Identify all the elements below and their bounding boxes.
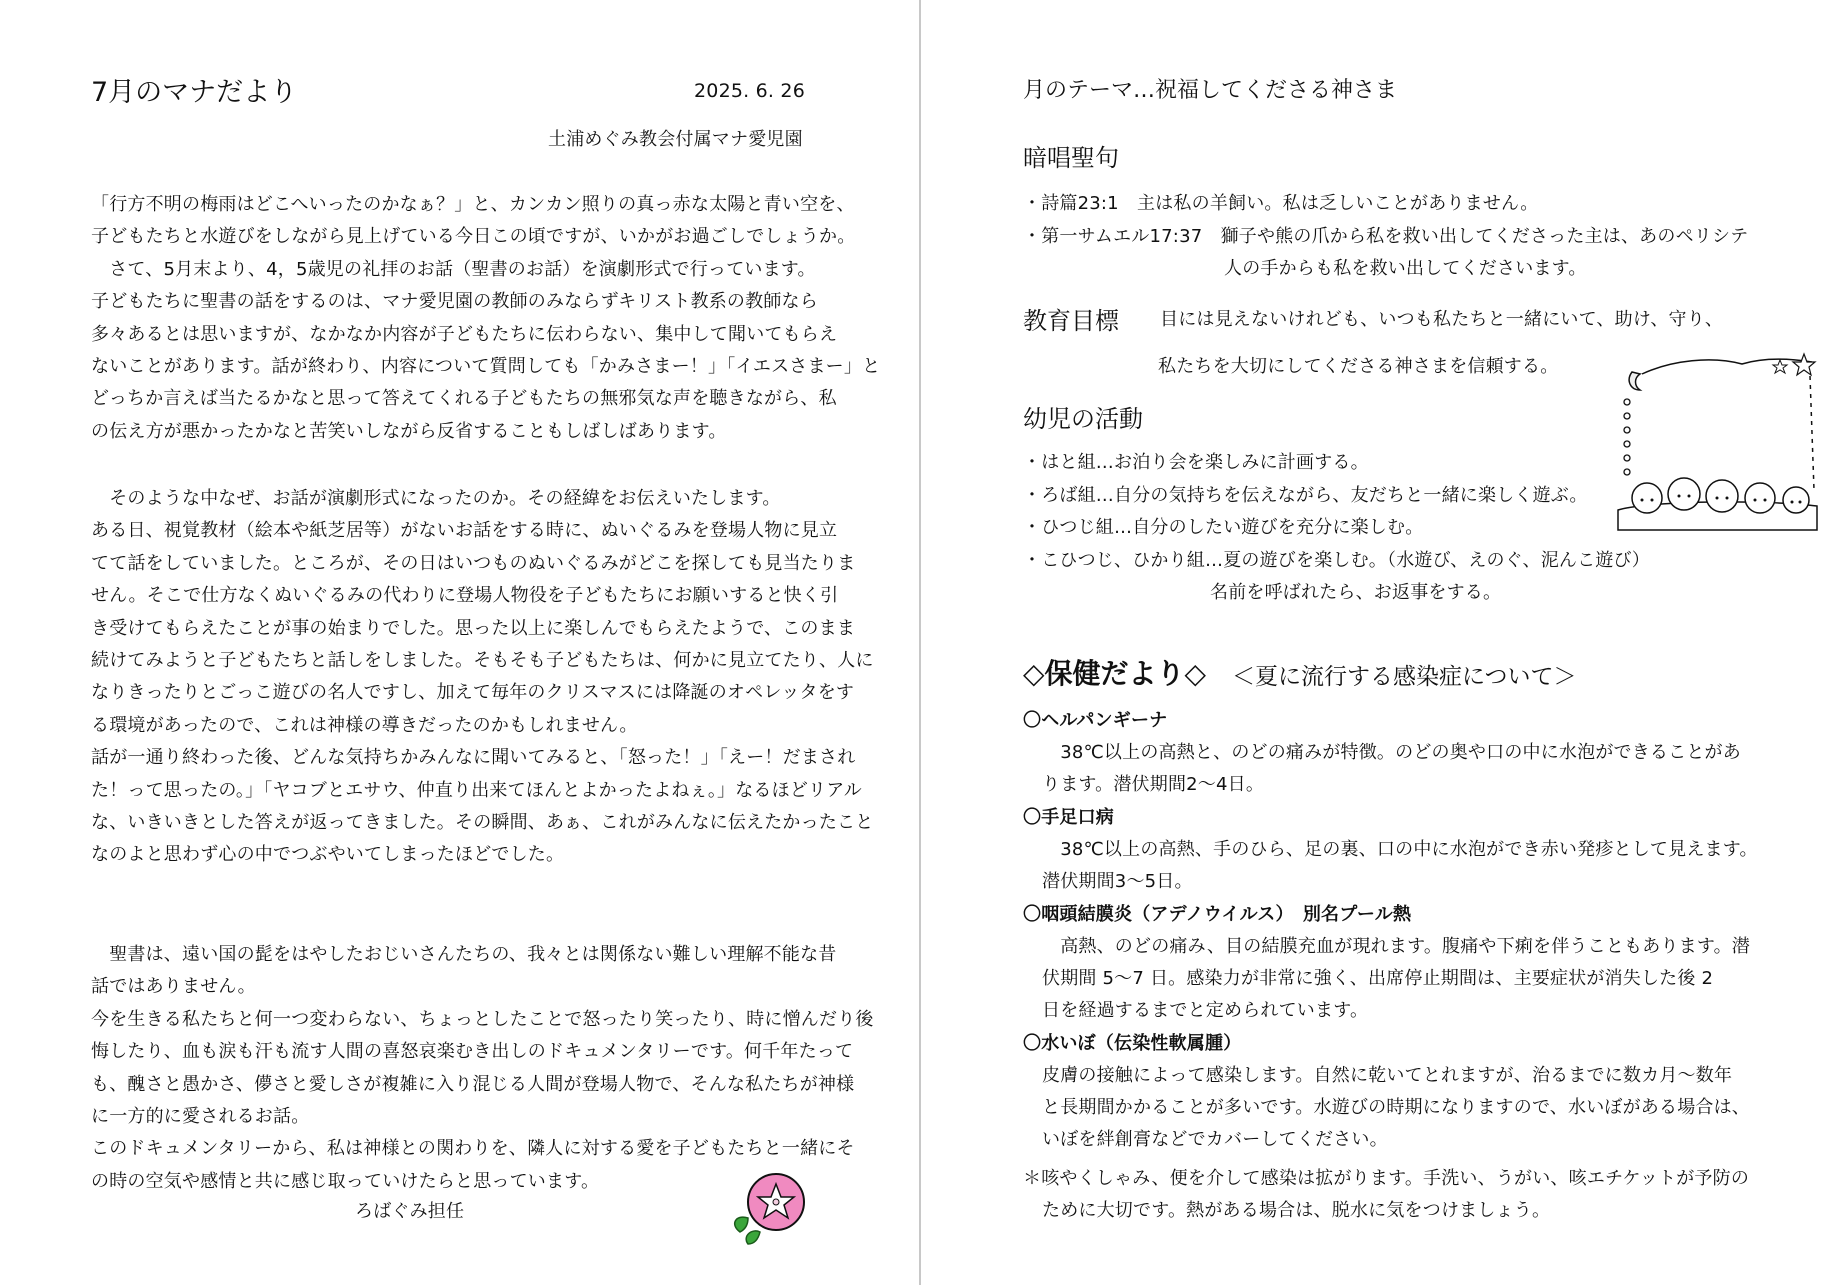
letter-line: 子どもたちと水遊びをしながら見上げている今日この頃ですが、いかがお過ごしでしょうか。	[91, 226, 856, 247]
letter-line: る環境があったので、これは神様の導きだったのかもしれません。	[91, 715, 638, 736]
letter-line: なりきったりとごっこ遊びの名人ですし、加えて毎年のクリスマスには降誕のオペレッタをす	[91, 682, 855, 703]
letter-line: てて話をしていました。ところが、その日はいつものぬいぐるみがどこを探しても見当たりま	[91, 553, 856, 574]
letter-line: た！って思ったの。」「ヤコブとエサウ、仲直り出来てほんとよかったよねぇ。」なるほどリアル	[91, 780, 862, 801]
letter-line: 話が一通り終わった後、どんな気持ちかみんなに聞いてみると、「怒った！」「えー！だまされ	[91, 747, 856, 768]
verse-2-line-1: ・第一サムエル17:37 獅子や熊の爪から私を救い出してくださった主は、あのペリシテ	[1023, 226, 1749, 247]
letter-line: どっちか言えば当たるかなと思って答えてくれる子どもたちの無邪気な声を聴きながら、私	[91, 388, 837, 409]
letter-line: 聖書は、遠い国の髭をはやしたおじいさんたちの、我々とは関係ない難しい理解不能な昔	[91, 944, 837, 965]
disease-description-line: 高熱、のどの痛み、目の結膜充血が現れます。腹痛や下痢を伴うこともあります。潜	[1042, 936, 1750, 957]
letter-line: そのような中なぜ、お話が演劇形式になったのか。その経緯をお伝えいたします。	[91, 488, 781, 509]
letter-line: も、醜さと愚かさ、儚さと愛しさが複雑に入り混じる人間が登場人物で、そんな私たちが神様	[91, 1074, 855, 1095]
disease-name: 〇咽頭結膜炎（アデノウイルス） 別名プール熱	[1023, 904, 1412, 925]
letter-line: このドキュメンタリーから、私は神様との関わりを、隣人に対する愛を子どもたちと一緒にそ	[91, 1138, 855, 1159]
letter-line: さて、5月末より、4，5歳児の礼拝のお話（聖書のお話）を演劇形式で行っています。	[91, 259, 816, 280]
disease-description-line: いぼを絆創膏などでカバーしてください。	[1042, 1129, 1388, 1150]
activity-extra: 名前を呼ばれたら、お返事をする。	[1210, 582, 1502, 603]
verse-1: ・詩篇23:1 主は私の羊飼い。私は乏しいことがありません。	[1023, 193, 1539, 214]
verse-2-line-2: 人の手からも私を救い出してくださいます。	[1224, 258, 1587, 279]
memory-verse-heading: 暗唱聖句	[1023, 144, 1119, 172]
disease-description-line: 伏期間 5～7 日。感染力が非常に強く、出席停止期間は、主要症状が消失した後 2	[1042, 968, 1714, 989]
activity-heading: 幼児の活動	[1023, 405, 1143, 433]
education-goal-line-1: 目には見えないけれども、いつも私たちと一緒にいて、助け、守り、	[1160, 309, 1724, 330]
newsletter-title: 7月のマナだより	[91, 77, 298, 108]
health-newsletter-subtitle: ＜夏に流行する感染症について＞	[1232, 664, 1577, 690]
letter-line: 今を生きる私たちと何一つ変わらない、ちょっとしたことで怒ったり笑ったり、時に憎んだり後	[91, 1009, 874, 1030]
monthly-theme: 月のテーマ…祝福してくださる神さま	[1023, 78, 1398, 103]
morning-glory-icon	[730, 1170, 810, 1250]
health-newsletter-title: ◇保健だより◇	[1023, 657, 1207, 690]
disease-name: 〇ヘルパンギーナ	[1023, 710, 1168, 731]
letter-line: 多々あるとは思いますが、なかなか内容が子どもたちに伝わらない、集中して聞いてもらえ	[91, 324, 838, 345]
letter-line: に一方的に愛されるお話。	[91, 1106, 310, 1127]
letter-line: 話ではありません。	[91, 976, 256, 997]
letter-line: 「行方不明の梅雨はどこへいったのかなぁ？」と、カンカン照りの真っ赤な太陽と青い空を、	[91, 194, 855, 215]
disease-description-line: 皮膚の接触によって感染します。自然に乾いてとれますが、治るまでに数カ月～数年	[1042, 1065, 1733, 1086]
activity-item: ・ろば組…自分の気持ちを伝えながら、友だちと一緒に楽しく遊ぶ。	[1023, 485, 1588, 506]
letter-line: の時の空気や感情と共に感じ取っていけたらと思っています。	[91, 1171, 600, 1192]
disease-description-line: と長期間かかることが多いです。水遊びの時期になりますので、水いぼがある場合は、	[1042, 1097, 1750, 1118]
children-frame-illustration	[1612, 350, 1824, 536]
activity-item: ・こひつじ、ひかり組…夏の遊びを楽しむ。（水遊び、えのぐ、泥んこ遊び）	[1023, 550, 1650, 571]
education-goal-line-2: 私たちを大切にしてくださる神さまを信頼する。	[1158, 356, 1559, 377]
disease-name: 〇手足口病	[1023, 807, 1114, 828]
organization: 土浦めぐみ教会付属マナ愛児園	[548, 129, 803, 150]
prevention-note-line-2: ために大切です。熱がある場合は、脱水に気をつけましょう。	[1042, 1200, 1551, 1221]
letter-line: せん。そこで仕方なくぬいぐるみの代わりに登場人物役を子どもたちにお願いすると快く引	[91, 585, 839, 606]
letter-line: 悔したり、血も涙も汗も流す人間の喜怒哀楽むき出しのドキュメンタリーです。何千年たって	[91, 1041, 854, 1062]
letter-line: な、いきいきとした答えが返ってきました。その瞬間、あぁ、これがみんなに伝えたかったこと	[91, 812, 874, 833]
prevention-note-line-1: ＊咳やくしゃみ、便を介して感染は拡がります。手洗い、うがい、咳エチケットが予防の	[1023, 1168, 1750, 1189]
activity-item: ・はと組…お泊り会を楽しみに計画する。	[1023, 452, 1369, 473]
letter-line: 子どもたちに聖書の話をするのは、マナ愛児園の教師のみならずキリスト教系の教師なら	[91, 291, 818, 312]
date: 2025. 6. 26	[694, 80, 805, 102]
letter-line: 続けてみようと子どもたちと話しをしました。そもそも子どもたちは、何かに見立てたり、人に	[91, 650, 874, 671]
disease-description-line: 38℃以上の高熱、手のひら、足の裏、口の中に水泡ができ赤い発疹として見えます。	[1042, 839, 1758, 860]
letter-line: き受けてもらえたことが事の始まりでした。思った以上に楽しんでもらえたようで、このまま	[91, 618, 856, 639]
disease-description-line: 日を経過するまでと定められています。	[1042, 1000, 1369, 1021]
disease-description-line: ります。潜伏期間2～4日。	[1042, 774, 1265, 795]
disease-name: 〇水いぼ（伝染性軟属腫）	[1023, 1033, 1242, 1054]
letter-line: ある日、視覚教材（絵本や紙芝居等）がないお話をする時に、ぬいぐるみを登場人物に見立	[91, 520, 838, 541]
signature: ろばぐみ担任	[355, 1201, 465, 1222]
disease-description-line: 潜伏期間3～5日。	[1042, 871, 1193, 892]
letter-line: なのよと思わず心の中でつぶやいてしまったほどでした。	[91, 844, 565, 865]
activity-item: ・ひつじ組…自分のしたい遊びを充分に楽しむ。	[1023, 517, 1424, 538]
page-divider	[919, 0, 921, 1285]
education-goal-heading: 教育目標	[1023, 307, 1119, 335]
letter-line: の伝え方が悪かったかなと苦笑いしながら反省することもしばしばあります。	[91, 421, 727, 442]
letter-line: ないことがあります。話が終わり、内容について質問しても「かみさまー！」「イエスさまー」と	[91, 356, 881, 377]
disease-description-line: 38℃以上の高熱と、のどの痛みが特徴。のどの奥や口の中に水泡ができることがあ	[1042, 742, 1741, 763]
